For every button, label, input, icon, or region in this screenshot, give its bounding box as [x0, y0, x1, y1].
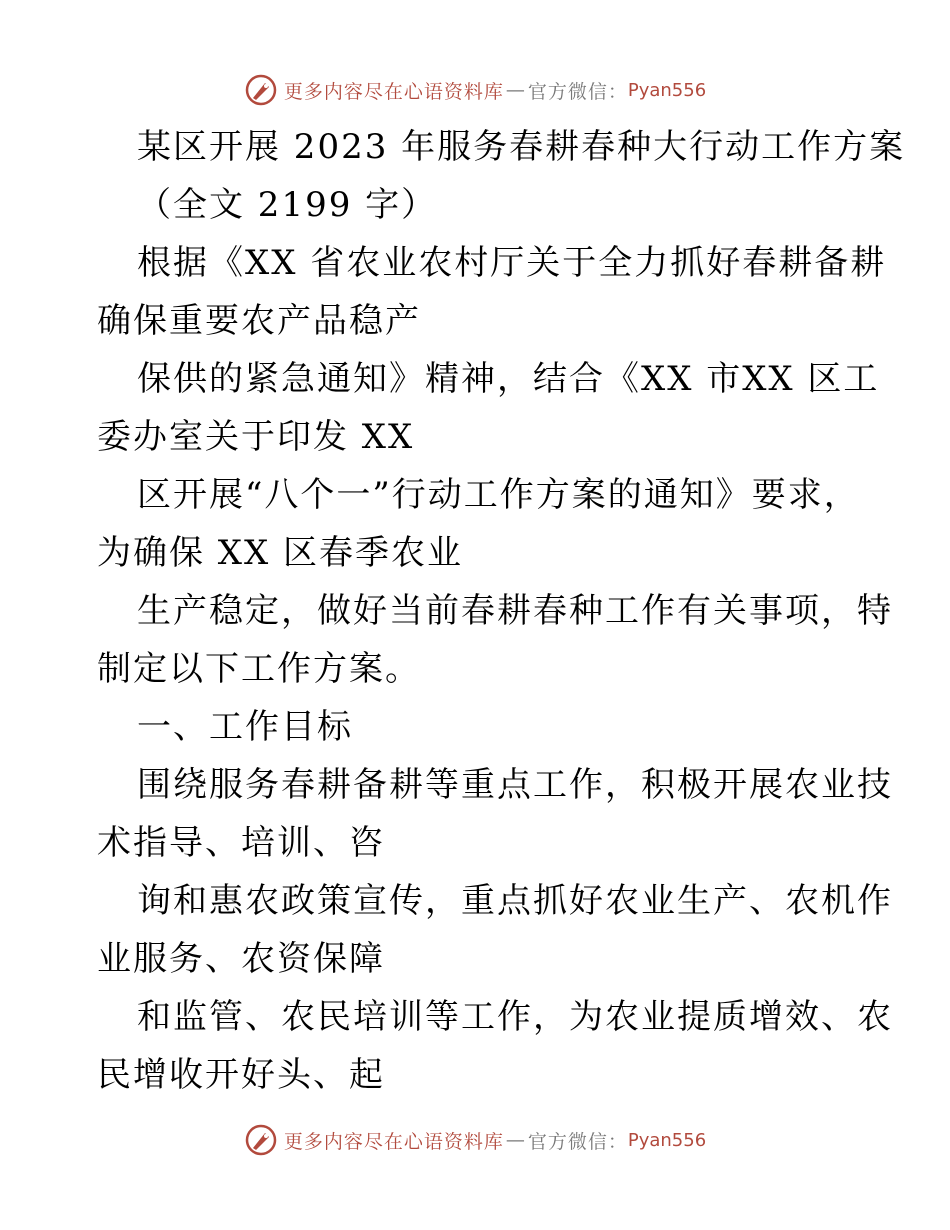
- body-line: 保供的紧急通知》精神，结合《XX 市XX 区工: [137, 359, 880, 399]
- pen-nib-circle-icon: [244, 1123, 278, 1157]
- body-line: 区开展“八个一”行动工作方案的通知》要求，: [137, 475, 860, 515]
- banner-brand-text: 更多内容尽在心语资料库: [283, 1130, 504, 1153]
- banner-wechat-id: Pyan556: [627, 1129, 707, 1151]
- body-line: 业服务、农资保障: [97, 939, 385, 979]
- body-line: 术指导、培训、咨: [97, 823, 385, 863]
- document-word-count: （全文 2199 字）: [137, 185, 438, 225]
- document-title: 某区开展 2023 年服务春耕春种大行动工作方案: [137, 127, 906, 167]
- footer-watermark-banner: [0, 1120, 950, 1160]
- pen-nib-circle-icon: [244, 73, 278, 107]
- banner-separator: —: [505, 79, 526, 101]
- banner-wechat-label: 官方微信：: [527, 80, 628, 103]
- body-line: 生产稳定，做好当前春耕春种工作有关事项，特: [137, 591, 893, 631]
- banner-wechat-id: Pyan556: [627, 79, 707, 101]
- body-line: 民增收开好头、起: [97, 1055, 385, 1095]
- body-line: 制定以下工作方案。: [97, 649, 421, 689]
- body-line: 询和惠农政策宣传，重点抓好农业生产、农机作: [137, 881, 893, 921]
- body-line: 确保重要农产品稳产: [97, 301, 421, 341]
- body-line: 围绕服务春耕备耕等重点工作，积极开展农业技: [137, 765, 893, 805]
- banner-wechat-label: 官方微信：: [527, 1130, 628, 1153]
- body-line: 为确保 XX 区春季农业: [97, 533, 464, 573]
- body-line: 委办室关于印发 XX: [97, 417, 415, 457]
- header-watermark-banner: [0, 70, 950, 110]
- banner-brand-text: 更多内容尽在心语资料库: [283, 80, 504, 103]
- body-line: 和监管、农民培训等工作，为农业提质增效、农: [137, 997, 893, 1037]
- banner-separator: —: [505, 1129, 526, 1151]
- body-line: 根据《XX 省农业农村厅关于全力抓好春耕备耕: [137, 243, 887, 283]
- document-body: [97, 118, 906, 1104]
- section-heading: 一、工作目标: [137, 707, 353, 747]
